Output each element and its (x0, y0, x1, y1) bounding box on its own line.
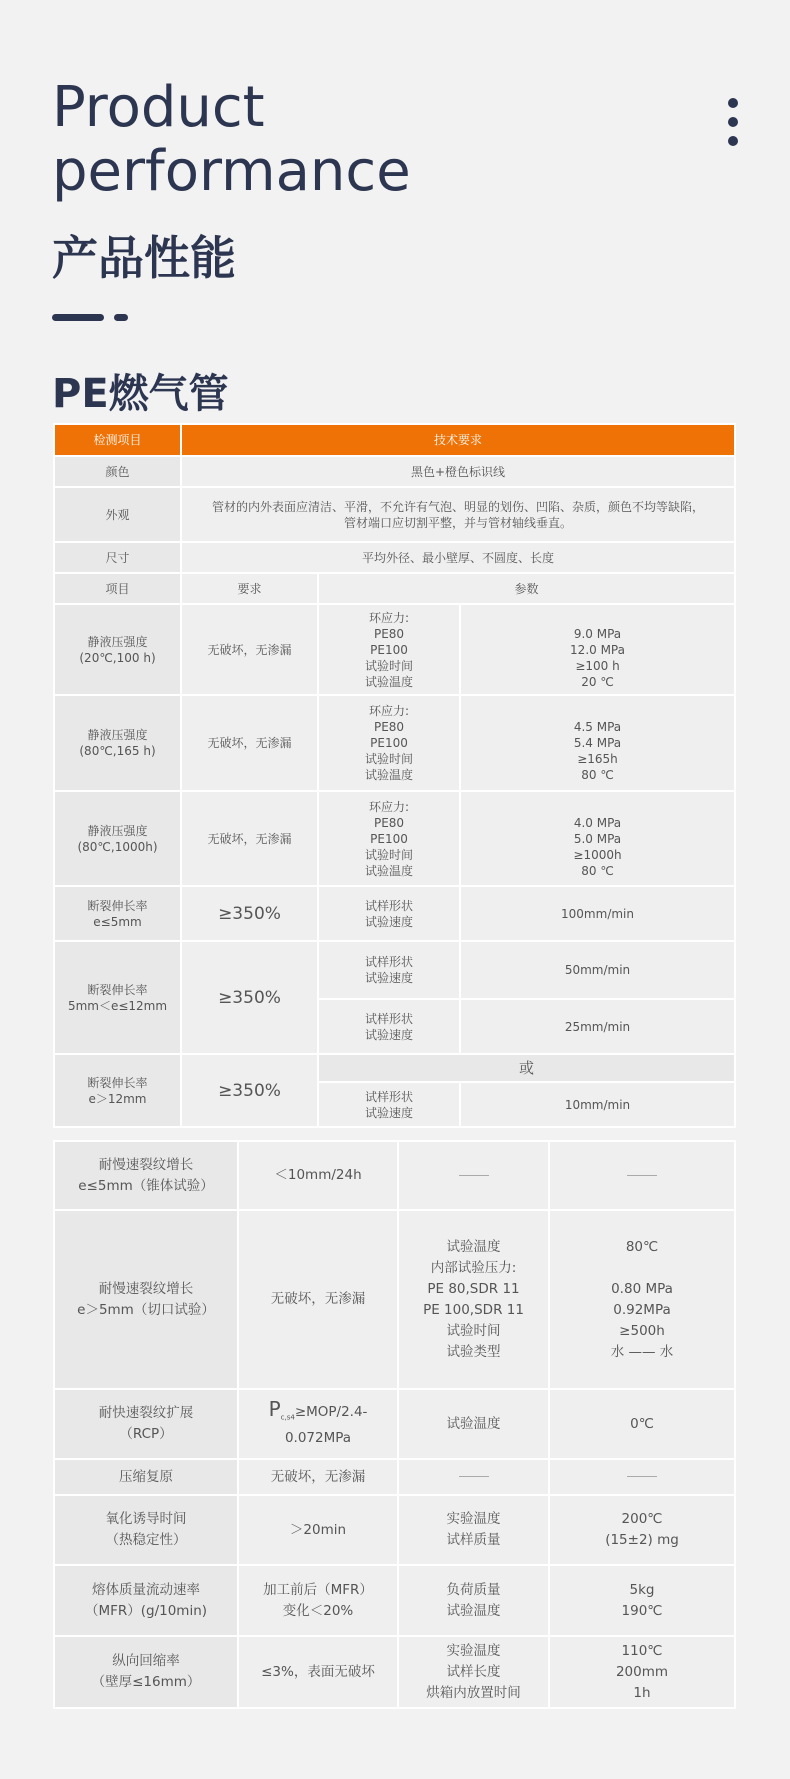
row-params: 实验温度 试样质量 (398, 1495, 549, 1565)
row-label: 静液压强度 (80℃,165 h) (54, 695, 181, 791)
row-req: 无破坏，无渗漏 (181, 791, 318, 886)
table-row (54, 456, 735, 487)
spec-table-lower (53, 1140, 736, 1709)
sub-header-row (54, 573, 735, 604)
row-values (549, 1459, 735, 1495)
table-row (54, 1565, 735, 1636)
row-params: 环应力: PE80 PE100 试验时间 试验温度 (318, 604, 460, 695)
row-req: 加工前后（MFR） 变化＜20% (238, 1565, 398, 1636)
row-req: ≥350% (181, 886, 318, 941)
row-params: 试样形状 试验速度 (318, 941, 460, 999)
more-menu-icon[interactable] (726, 98, 740, 158)
table-row (54, 1054, 735, 1082)
row-params: 试样形状 试验速度 (318, 1082, 460, 1127)
row-req: ＞20min (238, 1495, 398, 1565)
table-row (54, 886, 735, 941)
row-req: ≤3%，表面无破坏 (238, 1636, 398, 1708)
row-values: 5kg 190℃ (549, 1565, 735, 1636)
title-en-line1: Product (52, 75, 265, 140)
table-row (54, 1495, 735, 1565)
sub-header-param: 参数 (318, 573, 735, 604)
row-values (549, 1141, 735, 1210)
row-params: 试样形状 试验速度 (318, 886, 460, 941)
row-params (398, 1141, 549, 1210)
table-row (54, 1389, 735, 1459)
table-row (54, 1636, 735, 1708)
table-row (54, 791, 735, 886)
row-label: 断裂伸长率 5mm＜e≤12mm (54, 941, 181, 1054)
table-header-row (54, 424, 735, 456)
row-label: 纵向回缩率 （壁厚≤16mm） (54, 1636, 238, 1708)
row-label: 颜色 (54, 456, 181, 487)
or-label: 或 (318, 1054, 735, 1082)
row-values: 50mm/min (460, 941, 735, 999)
row-params: 试样形状 试验速度 (318, 999, 460, 1054)
row-req: ≥350% (181, 941, 318, 1054)
row-label: 熔体质量流动速率 （MFR）(g/10min) (54, 1565, 238, 1636)
row-values: 4.5 MPa 5.4 MPa ≥165h 80 ℃ (460, 695, 735, 791)
row-params: 环应力: PE80 PE100 试验时间 试验温度 (318, 791, 460, 886)
row-req: $P_{c,s4}\ge MOP/2.4-$ 0.072MPa (238, 1389, 398, 1459)
header-req: 技术要求 (181, 424, 735, 456)
title-chinese: 产品性能 (52, 231, 236, 285)
row-params: 试验温度 内部试验压力: PE 80,SDR 11 PE 100,SDR 11 试验时间 试验类型 (398, 1210, 549, 1389)
table-row (54, 695, 735, 791)
row-req: 无破坏，无渗漏 (181, 695, 318, 791)
row-params: 实验温度 试样长度 烘箱内放置时间 (398, 1636, 549, 1708)
table-row (54, 487, 735, 542)
row-values: 80℃ 0.80 MPa 0.92MPa ≥500h 水 —— 水 (549, 1210, 735, 1389)
row-values: 100mm/min (460, 886, 735, 941)
row-label: 耐快速裂纹扩展 （RCP） (54, 1389, 238, 1459)
row-label: 断裂伸长率 e≤5mm (54, 886, 181, 941)
row-values: 200℃ (15±2) mg (549, 1495, 735, 1565)
section-title: PE燃气管 (52, 371, 229, 417)
table-row (54, 1459, 735, 1495)
table-row (54, 542, 735, 573)
row-values: 9.0 MPa 12.0 MPa ≥100 h 20 ℃ (460, 604, 735, 695)
table-row (54, 941, 735, 999)
title-en-line2: performance (52, 139, 411, 204)
row-label: 静液压强度 (80℃,1000h) (54, 791, 181, 886)
row-params (398, 1459, 549, 1495)
row-values: 4.0 MPa 5.0 MPa ≥1000h 80 ℃ (460, 791, 735, 886)
row-value: 平均外径、最小壁厚、不圆度、长度 (181, 542, 735, 573)
row-req: 无破坏，无渗漏 (181, 604, 318, 695)
row-label: 氧化诱导时间 （热稳定性） (54, 1495, 238, 1565)
row-params: 试验温度 (398, 1389, 549, 1459)
title-english (52, 76, 411, 204)
row-values: 10mm/min (460, 1082, 735, 1127)
row-label: 外观 (54, 487, 181, 542)
row-label: 静液压强度 (20℃,100 h) (54, 604, 181, 695)
table-row (54, 1210, 735, 1389)
row-label: 耐慢速裂纹增长 e＞5mm（切口试验） (54, 1210, 238, 1389)
row-label: 压缩复原 (54, 1459, 238, 1495)
table-row (54, 1141, 735, 1210)
row-values: 25mm/min (460, 999, 735, 1054)
row-values: 0℃ (549, 1389, 735, 1459)
header-item: 检测项目 (54, 424, 181, 456)
row-params: 环应力: PE80 PE100 试验时间 试验温度 (318, 695, 460, 791)
row-req: 无破坏，无渗漏 (238, 1459, 398, 1495)
row-values: 110℃ 200mm 1h (549, 1636, 735, 1708)
row-label: 尺寸 (54, 542, 181, 573)
row-value: 黑色+橙色标识线 (181, 456, 735, 487)
sub-header-item: 项目 (54, 573, 181, 604)
row-params: 负荷质量 试验温度 (398, 1565, 549, 1636)
row-value: 管材的内外表面应清洁、平滑，不允许有气泡、明显的划伤、凹陷、杂质，颜色不均等缺陷， 管材端口应切割平整，并与管材轴线垂直。 (181, 487, 735, 542)
table-row (54, 604, 735, 695)
sub-header-req: 要求 (181, 573, 318, 604)
row-label: 断裂伸长率 e＞12mm (54, 1054, 181, 1127)
spec-table-upper (53, 423, 736, 1128)
row-req: ＜10mm/24h (238, 1141, 398, 1210)
row-req: 无破坏，无渗漏 (238, 1210, 398, 1389)
row-label: 耐慢速裂纹增长 e≤5mm（锥体试验） (54, 1141, 238, 1210)
row-req: ≥350% (181, 1054, 318, 1127)
